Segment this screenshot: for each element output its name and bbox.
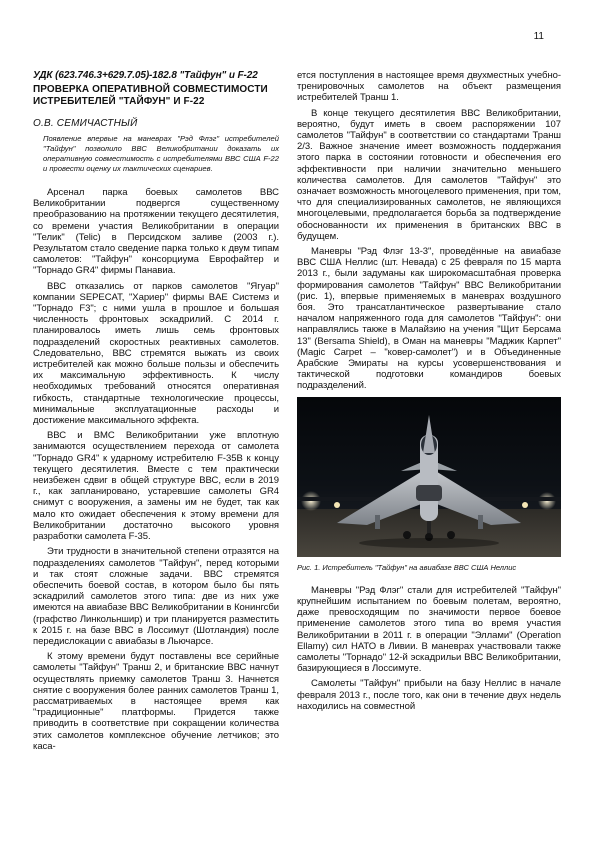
article-abstract: Появление впервые на маневрах "Рэд Флэг" истребителей "Тайфун" позволило ВВС Великобритании доказать их оперативную совместимость с истребителями ВВС США F-22 и провести оценку их тактических сценариев. xyxy=(43,134,279,173)
udc-code: УДК (623.746.3+629.7.05)-182.8 "Тайфун" и F-22 xyxy=(33,70,258,81)
paragraph: Арсенал парка боевых самолетов ВВС Великобритании подвергся существенному преобразованию на протяжении текущего десятилетия, со времени участия Великобритании в операции "Телик" (Telic) в Персидском заливе (2003 г.). Результатом стало сведение парка только к двум типам самолетов: "Тайфун" консорциума Еврофайтер и "Торнадо GR4" фирмы Панавиа. xyxy=(33,187,279,277)
article-author: О.В. СЕМИЧАСТНЫЙ xyxy=(33,118,138,129)
paragraph: К этому времени будут поставлены все серийные самолеты "Тайфун" Транш 2, и британские ВВС начнут осуществлять приемку самолетов Транш 3. Начнется снятие с вооружения более ранних самолетов Транш 1, рассматриваемых в настоящее время как "традиционные" платформы. Придется также приводить в соответствие при сокращении количества этих самолетов комплексное обучение летчиков; это каса- xyxy=(33,651,279,752)
paragraph: Маневры "Рэд Флэг" стали для истребителей "Тайфун" крупнейшим испытанием по боевым полетам, вероятно, даже превосходящим по значимости первое боевое применение самолетов этого типа во время участия Великобритании в 2011 г. в операции "Эллами" (Operation Ellamy) сил НАТО в Ливии. В маневрах участвовали также самолеты "Торнадо" 12-й эскадрильи ВВС Великобритании, базирующиеся в Лоссимуте. xyxy=(297,584,561,675)
article-title: ПРОВЕРКА ОПЕРАТИВНОЙ СОВМЕСТИМОСТИ ИСТРЕБИТЕЛЕЙ "ТАЙФУН" И F-22 xyxy=(33,84,268,107)
paragraph: Самолеты "Тайфун" прибыли на базу Неллис в начале февраля 2013 г., после того, как они в течение двух недель находились на совместной xyxy=(297,678,561,712)
paragraph: ВВС отказались от парков самолетов "Ягуар" компании SEPECAT, "Хариер" фирмы BAE Системз и "Торнадо F3"; с ними ушла в прошлое и большая численность фронтовых эскадрилий. С 2014 г. планировалось иметь лишь семь фронтовых подразделений скоростных реактивных самолетов. Следовательно, ВВС стремятся выжать из своих истребителей как можно больше пользы и обеспечить их максимальную эффективность. К числу необходимых требований относятся оперативная гибкость, стандартные технологические процессы, минимальные эксплуатационные расходы и достижение максимального эффекта. xyxy=(33,280,279,427)
typhoon-photo xyxy=(297,397,561,557)
page-number: 11 xyxy=(533,31,544,42)
right-column xyxy=(297,70,561,716)
paragraph: Маневры "Рэд Флэг 13-3", проведённые на авиабазе ВВС США Неллис (шт. Невада) с 25 февраля по 15 марта 2013 г., были задуманы как широкомасштабная проверка формирования самолетов "Тайфун" ВВС Великобритании (рис. 1), впервые применяемых в маневрах воздушного боя. Это трансатлантическое развертывание стало началом напряженного года для самолетов "Тайфун": они направлялись также в Малайзию на учения "Щит Берсама 13" (Bersama Shield), в Оман на маневры "Маджик Карпет" (Magic Carpet – "ковер-самолет") и в Объединенные Арабские Эмираты на курсы усовершенствования и тактической подготовки командиров боевых подразделений. xyxy=(297,246,561,392)
paragraph: Эти трудности в значительной степени отразятся на подразделениях самолетов "Тайфун", перед которыми и так стоят сложные задачи. ВВС стремятся обеспечить боевой состав, в котором было бы пять эскадрилий самолетов этого типа: две из них уже имеются на авиабазе ВВС Великобритании в Конингсби (графство Линкольншир) и три планируется разместить к 2015 г. на базе ВВС в Лоссимут (Шотландия) после передислокации с авиабазы в Льючарсе. xyxy=(33,546,279,647)
paragraph: ВВС и ВМС Великобритании уже вплотную занимаются осуществлением перехода от самолета "Торнадо GR4" к ударному истребителю F-35B к концу текущего десятилетия. Вместе с тем практически неизбежен сдвиг в общей структуре ВВС, если в 2019 г., как запланировано, устаревшие самолеты GR4 снимут с вооружения, а замены им не будет, так как мало кто ожидает обеспечения к этому времени для Великобритании достаточно высокого уровня разработки самолета F-35. xyxy=(33,430,279,543)
paragraph: В конце текущего десятилетия ВВС Великобритании, вероятно, будут иметь в своем распоряжении 107 самолетов "Тайфун" в соответствии со стандартами Транш 2/3. Важное значение имеет возможность поддержания этого парка в состоянии готовности и обеспечения его эффективности при наличии значительно меньшего количества самолетов. Для самолетов "Тайфун" это означает возможность многоцелевого применения, при том, что для специализированных самолетов, не являющихся многоцелевыми, предполагается борьба за подтверждение обоснованности их применения в британских ВВС в будущем. xyxy=(297,107,561,242)
figure-caption: Рис. 1. Истребитель "Тайфун" на авиабазе ВВС США Неллис xyxy=(297,562,517,572)
left-column xyxy=(33,70,279,756)
paragraph: ется поступления в настоящее время двухместных учебно-тренировочных самолетов на объект размещения истребителей Транш 1. xyxy=(297,70,561,104)
